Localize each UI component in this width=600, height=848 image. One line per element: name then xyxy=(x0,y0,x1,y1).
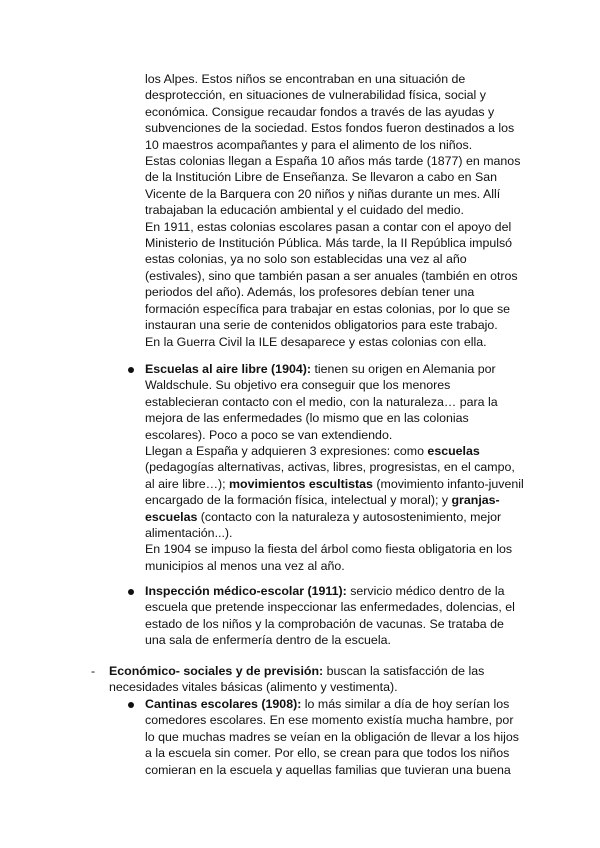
paragraph: Estas colonias llegan a España 10 años más tarde (1877) en manos de la Institución Libre de Enseñanza. Se llevaron a cabo en San Vicente de la Barquera con 20 niños y niñas durante un mes. Allí trabajaban la educación ambiental y el cuidado del medio. xyxy=(145,154,521,218)
dash-marker: - xyxy=(91,664,96,678)
bullet-text: tienen su origen en Alemania por Waldschule. Su objetivo era conseguir que los menores establecieran contacto con el medio, con la naturaleza… para la mejora de las enfermedades (lo mismo que en las colonias escolares). Poco a poco se van extendiendo. xyxy=(145,362,498,442)
bullet-icon xyxy=(128,367,134,373)
bullet-inspeccion xyxy=(145,583,525,649)
bullet-text: lo más similar a día de hoy serían los comedores escolares. En ese momento existía mucha hambre, por lo que muchas madres se veían en la obligación de llevar a los hijos a la escuela sin comer. Por ello, se crean para que todos los niños comieran en la escuela y aquellas familias que tuvieran una buena xyxy=(145,697,520,777)
bullet-title: Escuelas al aire libre (1904): xyxy=(145,362,311,376)
paragraph xyxy=(145,443,525,541)
bullet-title: Cantinas escolares (1908): xyxy=(145,697,302,711)
bold-term: granjas-escuelas xyxy=(145,493,500,524)
paragraph xyxy=(109,663,525,696)
text-run: (pedagogías alternativas, activas, libres, progresistas, en el campo, al aire libre…); xyxy=(145,460,515,491)
bullet-icon xyxy=(128,702,134,708)
bold-term: escuelas xyxy=(427,444,480,459)
section-economico xyxy=(109,663,525,696)
text-run: (movimiento infanto-juvenil encargado de la formación física, intelectual y moral); y xyxy=(145,476,524,508)
bullet-icon xyxy=(128,589,134,595)
paragraph: En 1904 se impuso la fiesta del árbol como fiesta obligatoria en los municipios al menos una vez al año. xyxy=(145,542,513,573)
paragraph: los Alpes. Estos niños se encontraban en una situación de desprotección, en situaciones de vulnerabilidad física, social y económica. Consigue recaudar fondos a través de las ayudas y subvenciones de la sociedad. Estos fondos fueron destinados a los 10 maestros acompañantes y para el alimento de los niños. xyxy=(145,72,515,152)
colonias-continuation xyxy=(145,71,525,350)
section-text: buscan la satisfacción de las necesidades vitales básicas (alimento y vestimenta). xyxy=(109,664,485,695)
paragraph xyxy=(145,696,525,778)
bullet-title: Inspección médico-escolar (1911): xyxy=(145,584,347,598)
paragraph xyxy=(145,361,525,443)
paragraph: En la Guerra Civil la ILE desaparece y estas colonias con ella. xyxy=(145,334,487,349)
text-run: (contacto con la naturaleza y autosostenimiento, mejor alimentación...). xyxy=(145,509,502,541)
bullet-text: servicio médico dentro de la escuela que pretende inspeccionar las enfermedades, dolencias, el estado de los niños y la comprobación de vacunas. Se trataba de una sala de enfermería dentro de la escuela. xyxy=(145,584,515,648)
bullet-escuelas xyxy=(145,361,525,574)
paragraph: En 1911, estas colonias escolares pasan a contar con el apoyo del Ministerio de Institución Pública. Más tarde, la II República impulsó estas colonias, ya no solo son establecidas una vez al año (estivales), sino que también pasan a ser anuales (también en otros periodos del año). Además, los profesores debían tener una formación específica para trabajar en estas colonias, por lo que se instauran una serie de contenidos obligatorios para este trabajo. xyxy=(145,219,518,333)
paragraph xyxy=(145,583,525,649)
bullet-cantinas xyxy=(145,696,525,778)
bold-term: movimientos escultistas xyxy=(229,476,373,491)
section-title: Económico- sociales y de previsión: xyxy=(109,664,324,678)
text-run: Llegan a España y adquieren 3 expresiones: como xyxy=(145,444,428,459)
